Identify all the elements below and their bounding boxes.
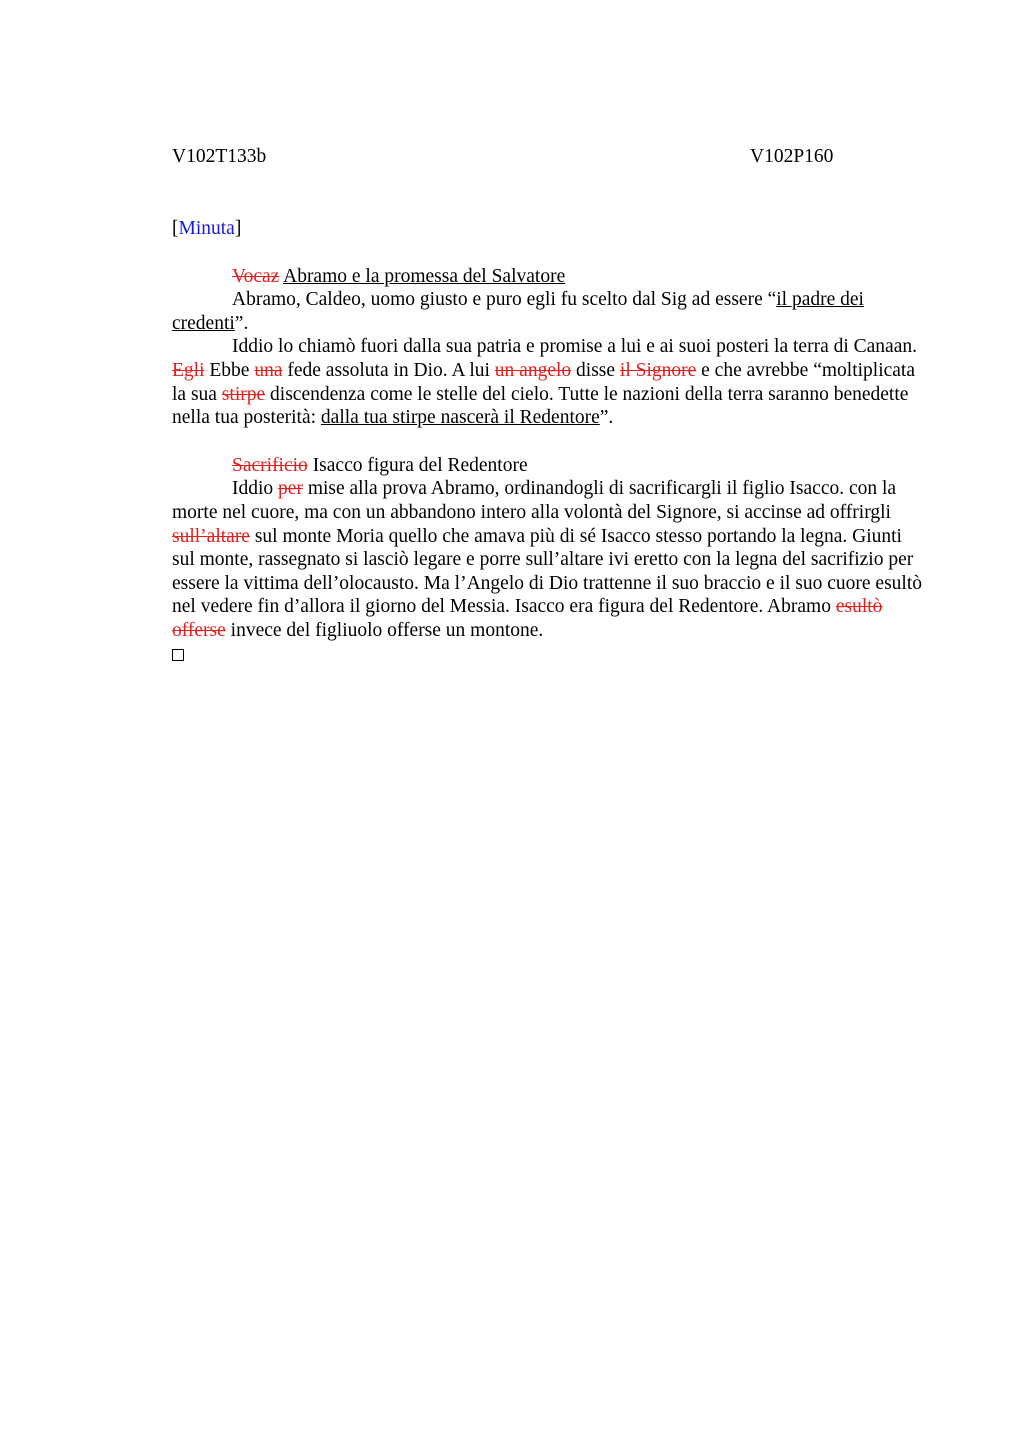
- deleted-text: esultò offerse: [172, 596, 883, 641]
- document-page: [172, 145, 927, 667]
- section-title: [172, 454, 927, 478]
- minuta-word: Minuta: [178, 218, 235, 239]
- spacer: [172, 430, 927, 454]
- minuta-bracket-close: ]: [234, 218, 242, 239]
- text-run: ”.: [599, 407, 614, 429]
- deleted-text: un angelo: [494, 359, 572, 381]
- end-marker: [172, 643, 927, 668]
- paragraph: [172, 288, 927, 335]
- minuta-label: [172, 217, 927, 241]
- deleted-text: stirpe: [221, 383, 266, 405]
- deleted-text: una: [254, 359, 283, 381]
- section-title-text: Abramo e la promessa del Salvatore: [283, 265, 566, 287]
- text-run: e che avrebbe “moltiplicata la sua: [172, 359, 915, 405]
- underlined-text: il padre dei credenti: [172, 289, 864, 334]
- deleted-text: Vocaz: [232, 265, 280, 287]
- deleted-text: sull’altare: [172, 525, 250, 547]
- deleted-text: Sacrificio: [232, 454, 308, 476]
- text-run: sul monte Moria quello che amava più di sé Isacco stesso portando la legna. Giunti sul monte, rassegnato si lasciò legare e porre sull’altare ivi eretto con la legna del sacrifizio per essere la vittima dell’olocausto. Ma l’Angelo di Dio trattenne il suo braccio e il suo cuore esultò nel vedere fin d’allora il giorno del Messia. Isacco era figura del Redentore. Abramo: [172, 525, 922, 618]
- text-run: disse: [571, 359, 620, 381]
- deleted-text: Egli: [172, 359, 205, 381]
- text-run: Iddio lo chiamò fuori dalla sua patria e promise a lui e ai suoi posteri la terra di Canaan.: [232, 336, 917, 358]
- text-run: discendenza come le stelle del cielo. Tutte le nazioni della terra saranno benedette nella tua posterità:: [172, 383, 909, 429]
- deleted-text: per: [278, 478, 303, 500]
- section-isacco: [172, 454, 927, 643]
- empty-square-icon: [172, 649, 184, 661]
- section-title-text: Isacco figura del Redentore: [312, 454, 528, 476]
- reference-code-left: V102T133b: [172, 146, 267, 167]
- text-run: mise alla prova Abramo, ordinandogli di sacrificargli il figlio Isacco. con la morte nel cuore, ma con un abbandono intero alla volontà del Signore, si accinse ad offrirgli: [172, 478, 897, 523]
- reference-code-right: V102P160: [750, 146, 834, 167]
- spacer: [172, 241, 927, 265]
- underlined-text: dalla tua stirpe nascerà il Redentore: [320, 407, 600, 429]
- paragraph: [172, 477, 927, 642]
- section-abramo: [172, 265, 927, 430]
- text-run: ”.: [234, 312, 249, 334]
- text-run: Abramo, Caldeo, uomo giusto e puro egli fu scelto dal Sig ad essere “: [232, 289, 777, 311]
- page-header: [172, 145, 927, 169]
- minuta-bracket-open: [: [172, 218, 179, 239]
- text-run: fede assoluta in Dio. A lui: [282, 359, 495, 381]
- text-run: Iddio: [232, 478, 279, 500]
- text-run: Ebbe: [204, 359, 255, 381]
- text-run: invece del figliuolo offerse un montone.: [225, 619, 544, 641]
- section-title: [172, 265, 927, 289]
- deleted-text: il Signore: [619, 359, 697, 381]
- paragraph: [172, 335, 927, 429]
